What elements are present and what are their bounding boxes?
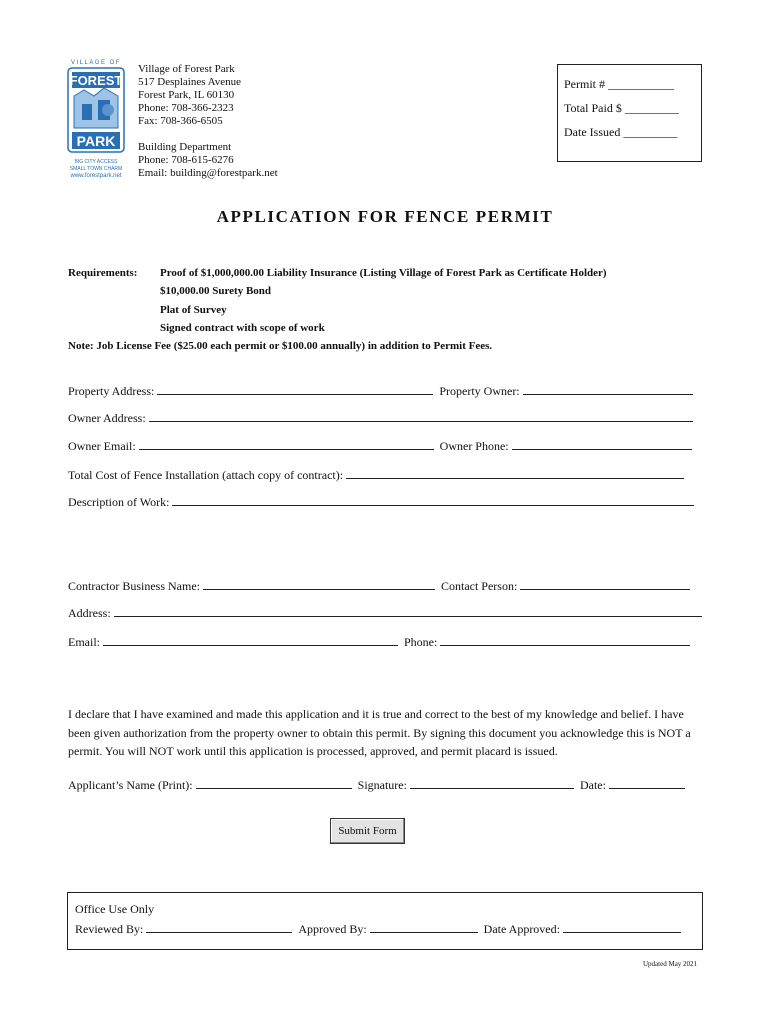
description-row xyxy=(68,495,700,510)
date-issued: Date Issued _________ xyxy=(564,125,678,139)
declaration-text: I declare that I have examined and made this application and it is true and correct to the best of my knowledge and belief. I have been given authorization from the property owner to obtain this permit. By signing this document you acknowledge this is NOT a permit. You will NOT work until this application is processed, approved, and permit placard is issued. xyxy=(68,707,691,758)
logo-village-text: VILLAGE OF xyxy=(70,60,121,66)
logo-word-park: PARK xyxy=(76,133,116,149)
owner-address-label: Owner Address: xyxy=(68,411,146,425)
total-cost-field[interactable] xyxy=(346,468,684,479)
office-use-box xyxy=(67,892,703,950)
date-label: Date: xyxy=(579,778,606,792)
village-logo xyxy=(64,60,128,179)
property-address-field[interactable] xyxy=(157,384,433,395)
address-block xyxy=(138,63,278,180)
page-title: APPLICATION FOR FENCE PERMIT xyxy=(216,207,554,226)
requirements-block xyxy=(68,264,607,355)
contractor-name-field[interactable] xyxy=(203,579,435,590)
contractor-name-label: Contractor Business Name: xyxy=(68,579,200,593)
property-owner-label: Property Owner: xyxy=(439,384,520,398)
logo-url: www.forestpark.net xyxy=(70,173,122,179)
village-phone: Phone: 708-366-2323 xyxy=(138,102,234,114)
department-name: Building Department xyxy=(138,141,232,153)
forest-park-logo-icon xyxy=(64,66,128,154)
submit-button[interactable]: Submit Form xyxy=(330,818,405,844)
department-email: Email: building@forestpark.net xyxy=(138,167,278,179)
approved-by-label: Approved By: xyxy=(298,922,367,936)
total-cost-label: Total Cost of Fence Installation (attach copy of contract): xyxy=(68,468,344,482)
contractor-address-label: Address: xyxy=(68,606,111,620)
contractor-email-label: Email: xyxy=(68,635,100,649)
owner-email-label: Owner Email: xyxy=(68,439,136,453)
department-phone: Phone: 708-615-6276 xyxy=(138,154,234,166)
contractor-email-field[interactable] xyxy=(103,635,398,646)
total-cost-row xyxy=(68,468,690,483)
signature-field[interactable] xyxy=(410,778,574,789)
owner-phone-label: Owner Phone: xyxy=(439,439,509,453)
requirement-item: Proof of $1,000,000.00 Liability Insurance (Listing Village of Forest Park as Certificate Holder) xyxy=(160,267,607,279)
contractor-contact-row xyxy=(68,635,696,650)
date-approved-label: Date Approved: xyxy=(483,922,560,936)
owner-address-row xyxy=(68,411,699,426)
license-fee-note: Note: Job License Fee ($25.00 each permit or $100.00 annually) in addition to Permit Fees. xyxy=(68,340,493,353)
contractor-phone-label: Phone: xyxy=(404,635,438,649)
owner-contact-row xyxy=(68,439,698,454)
updated-date: Updated May 2021 xyxy=(643,960,698,968)
reviewed-by-field[interactable] xyxy=(146,922,292,933)
applicant-name-label: Applicant’s Name (Print): xyxy=(68,778,193,792)
city-address: Forest Park, IL 60130 xyxy=(138,89,235,101)
owner-email-field[interactable] xyxy=(139,439,434,450)
requirements-label: Requirements: xyxy=(68,267,138,279)
property-owner-field[interactable] xyxy=(523,384,693,395)
total-paid: Total Paid $ _________ xyxy=(564,101,679,115)
description-field[interactable] xyxy=(172,495,694,506)
contact-person-label: Contact Person: xyxy=(440,579,518,593)
property-row xyxy=(68,384,699,399)
contractor-address-field[interactable] xyxy=(114,606,702,617)
contractor-address-row xyxy=(68,606,708,621)
contractor-phone-field[interactable] xyxy=(440,635,690,646)
office-use-title: Office Use Only xyxy=(75,902,155,916)
logo-tagline-1: BIG CITY ACCESS xyxy=(74,159,118,165)
requirement-item: Plat of Survey xyxy=(160,303,227,316)
date-approved-field[interactable] xyxy=(563,922,681,933)
permit-number: Permit # ___________ xyxy=(564,77,674,91)
owner-address-field[interactable] xyxy=(149,411,693,422)
property-address-label: Property Address: xyxy=(68,384,155,398)
office-use-row xyxy=(75,919,702,939)
owner-phone-field[interactable] xyxy=(512,439,692,450)
date-field[interactable] xyxy=(609,778,685,789)
applicant-name-field[interactable] xyxy=(196,778,352,789)
requirement-item: $10,000.00 Surety Bond xyxy=(160,285,272,298)
description-label: Description of Work: xyxy=(68,495,170,509)
logo-tagline-2: SMALL TOWN CHARM xyxy=(69,166,123,172)
village-fax: Fax: 708-366-6505 xyxy=(138,115,223,127)
logo-word-forest: FOREST xyxy=(69,73,123,88)
signature-row xyxy=(68,778,691,793)
street-address: 517 Desplaines Avenue xyxy=(138,76,242,88)
reviewed-by-label: Reviewed By: xyxy=(75,922,144,936)
signature-label: Signature: xyxy=(357,778,407,792)
contact-person-field[interactable] xyxy=(520,579,690,590)
permit-info-box xyxy=(557,64,702,162)
village-name: Village of Forest Park xyxy=(138,63,235,75)
approved-by-field[interactable] xyxy=(370,922,478,933)
contractor-row xyxy=(68,579,696,594)
requirement-item: Signed contract with scope of work xyxy=(160,321,325,334)
